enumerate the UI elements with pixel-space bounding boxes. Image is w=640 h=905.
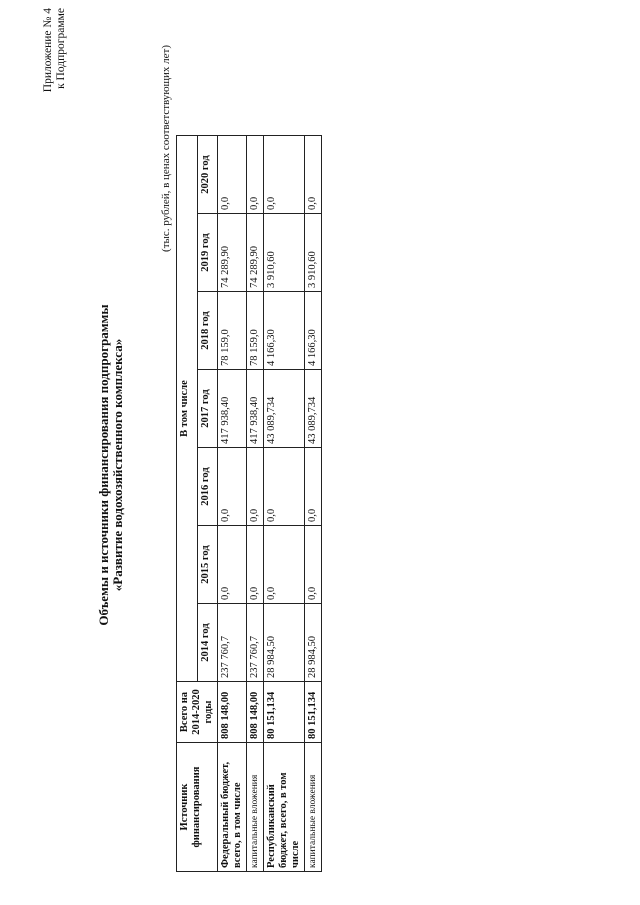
header-source: Источник финансирования: [177, 743, 218, 872]
row-value: 43 089,734: [264, 370, 305, 448]
row-value: 3 910,60: [305, 214, 322, 292]
row-value: 0,0: [247, 136, 264, 214]
row-value: 0,0: [264, 136, 305, 214]
row-source: Республиканский бюджет, всего, в том числе: [264, 743, 305, 872]
header-year: 2019 год: [197, 214, 218, 292]
row-value: 78 159,0: [218, 292, 247, 370]
header-including: В том числе: [177, 136, 198, 682]
row-total: 808 148,00: [218, 682, 247, 743]
row-value: 417 938,40: [218, 370, 247, 448]
row-value: 0,0: [247, 526, 264, 604]
row-value: 3 910,60: [264, 214, 305, 292]
row-source: капитальные вложения: [305, 743, 322, 872]
row-value: 28 984,50: [305, 604, 322, 682]
row-value: 0,0: [218, 526, 247, 604]
row-value: 0,0: [218, 136, 247, 214]
row-value: 74 289,90: [218, 214, 247, 292]
header-year: 2015 год: [197, 526, 218, 604]
row-total: 808 148,00: [247, 682, 264, 743]
row-value: 0,0: [305, 526, 322, 604]
row-value: 237 760,7: [218, 604, 247, 682]
row-total: 80 151,134: [264, 682, 305, 743]
row-value: 4 166,30: [264, 292, 305, 370]
row-value: 237 760,7: [247, 604, 264, 682]
row-value: 0,0: [247, 448, 264, 526]
row-value: 4 166,30: [305, 292, 322, 370]
row-total: 80 151,134: [305, 682, 322, 743]
title-line-2: «Развитие водохозяйственного комплекса»: [110, 338, 125, 592]
row-value: 0,0: [218, 448, 247, 526]
units-note: (тыс. рублей, в ценах соответствующих лет): [160, 45, 172, 252]
header-year: 2018 год: [197, 292, 218, 370]
header-year: 2017 год: [197, 370, 218, 448]
row-source: капитальные вложения: [247, 743, 264, 872]
appendix-line-2: к Подпрограмме: [55, 8, 67, 89]
row-source: Федеральный бюджет, всего, в том числе: [218, 743, 247, 872]
table-row: [247, 136, 264, 872]
row-value: 0,0: [264, 526, 305, 604]
table-row: [264, 136, 305, 872]
table-row: [305, 136, 322, 872]
header-year: 2016 год: [197, 448, 218, 526]
row-value: 417 938,40: [247, 370, 264, 448]
row-value: 28 984,50: [264, 604, 305, 682]
header-year: 2014 год: [197, 604, 218, 682]
row-value: 0,0: [264, 448, 305, 526]
table-row: [218, 136, 247, 872]
row-value: 43 089,734: [305, 370, 322, 448]
row-value: 78 159,0: [247, 292, 264, 370]
row-value: 0,0: [305, 448, 322, 526]
row-value: 74 289,90: [247, 214, 264, 292]
appendix-line-1: Приложение № 4: [42, 8, 54, 93]
financing-table: [176, 135, 322, 872]
row-value: 0,0: [305, 136, 322, 214]
appendix-note: [42, 8, 68, 168]
header-year: 2020 год: [197, 136, 218, 214]
header-total: Всего на 2014-2020 годы: [177, 682, 218, 743]
document-title: [97, 55, 125, 875]
header-row-1: [177, 136, 198, 872]
title-line-1: Объемы и источники финансирования подпрограммы: [96, 304, 111, 626]
